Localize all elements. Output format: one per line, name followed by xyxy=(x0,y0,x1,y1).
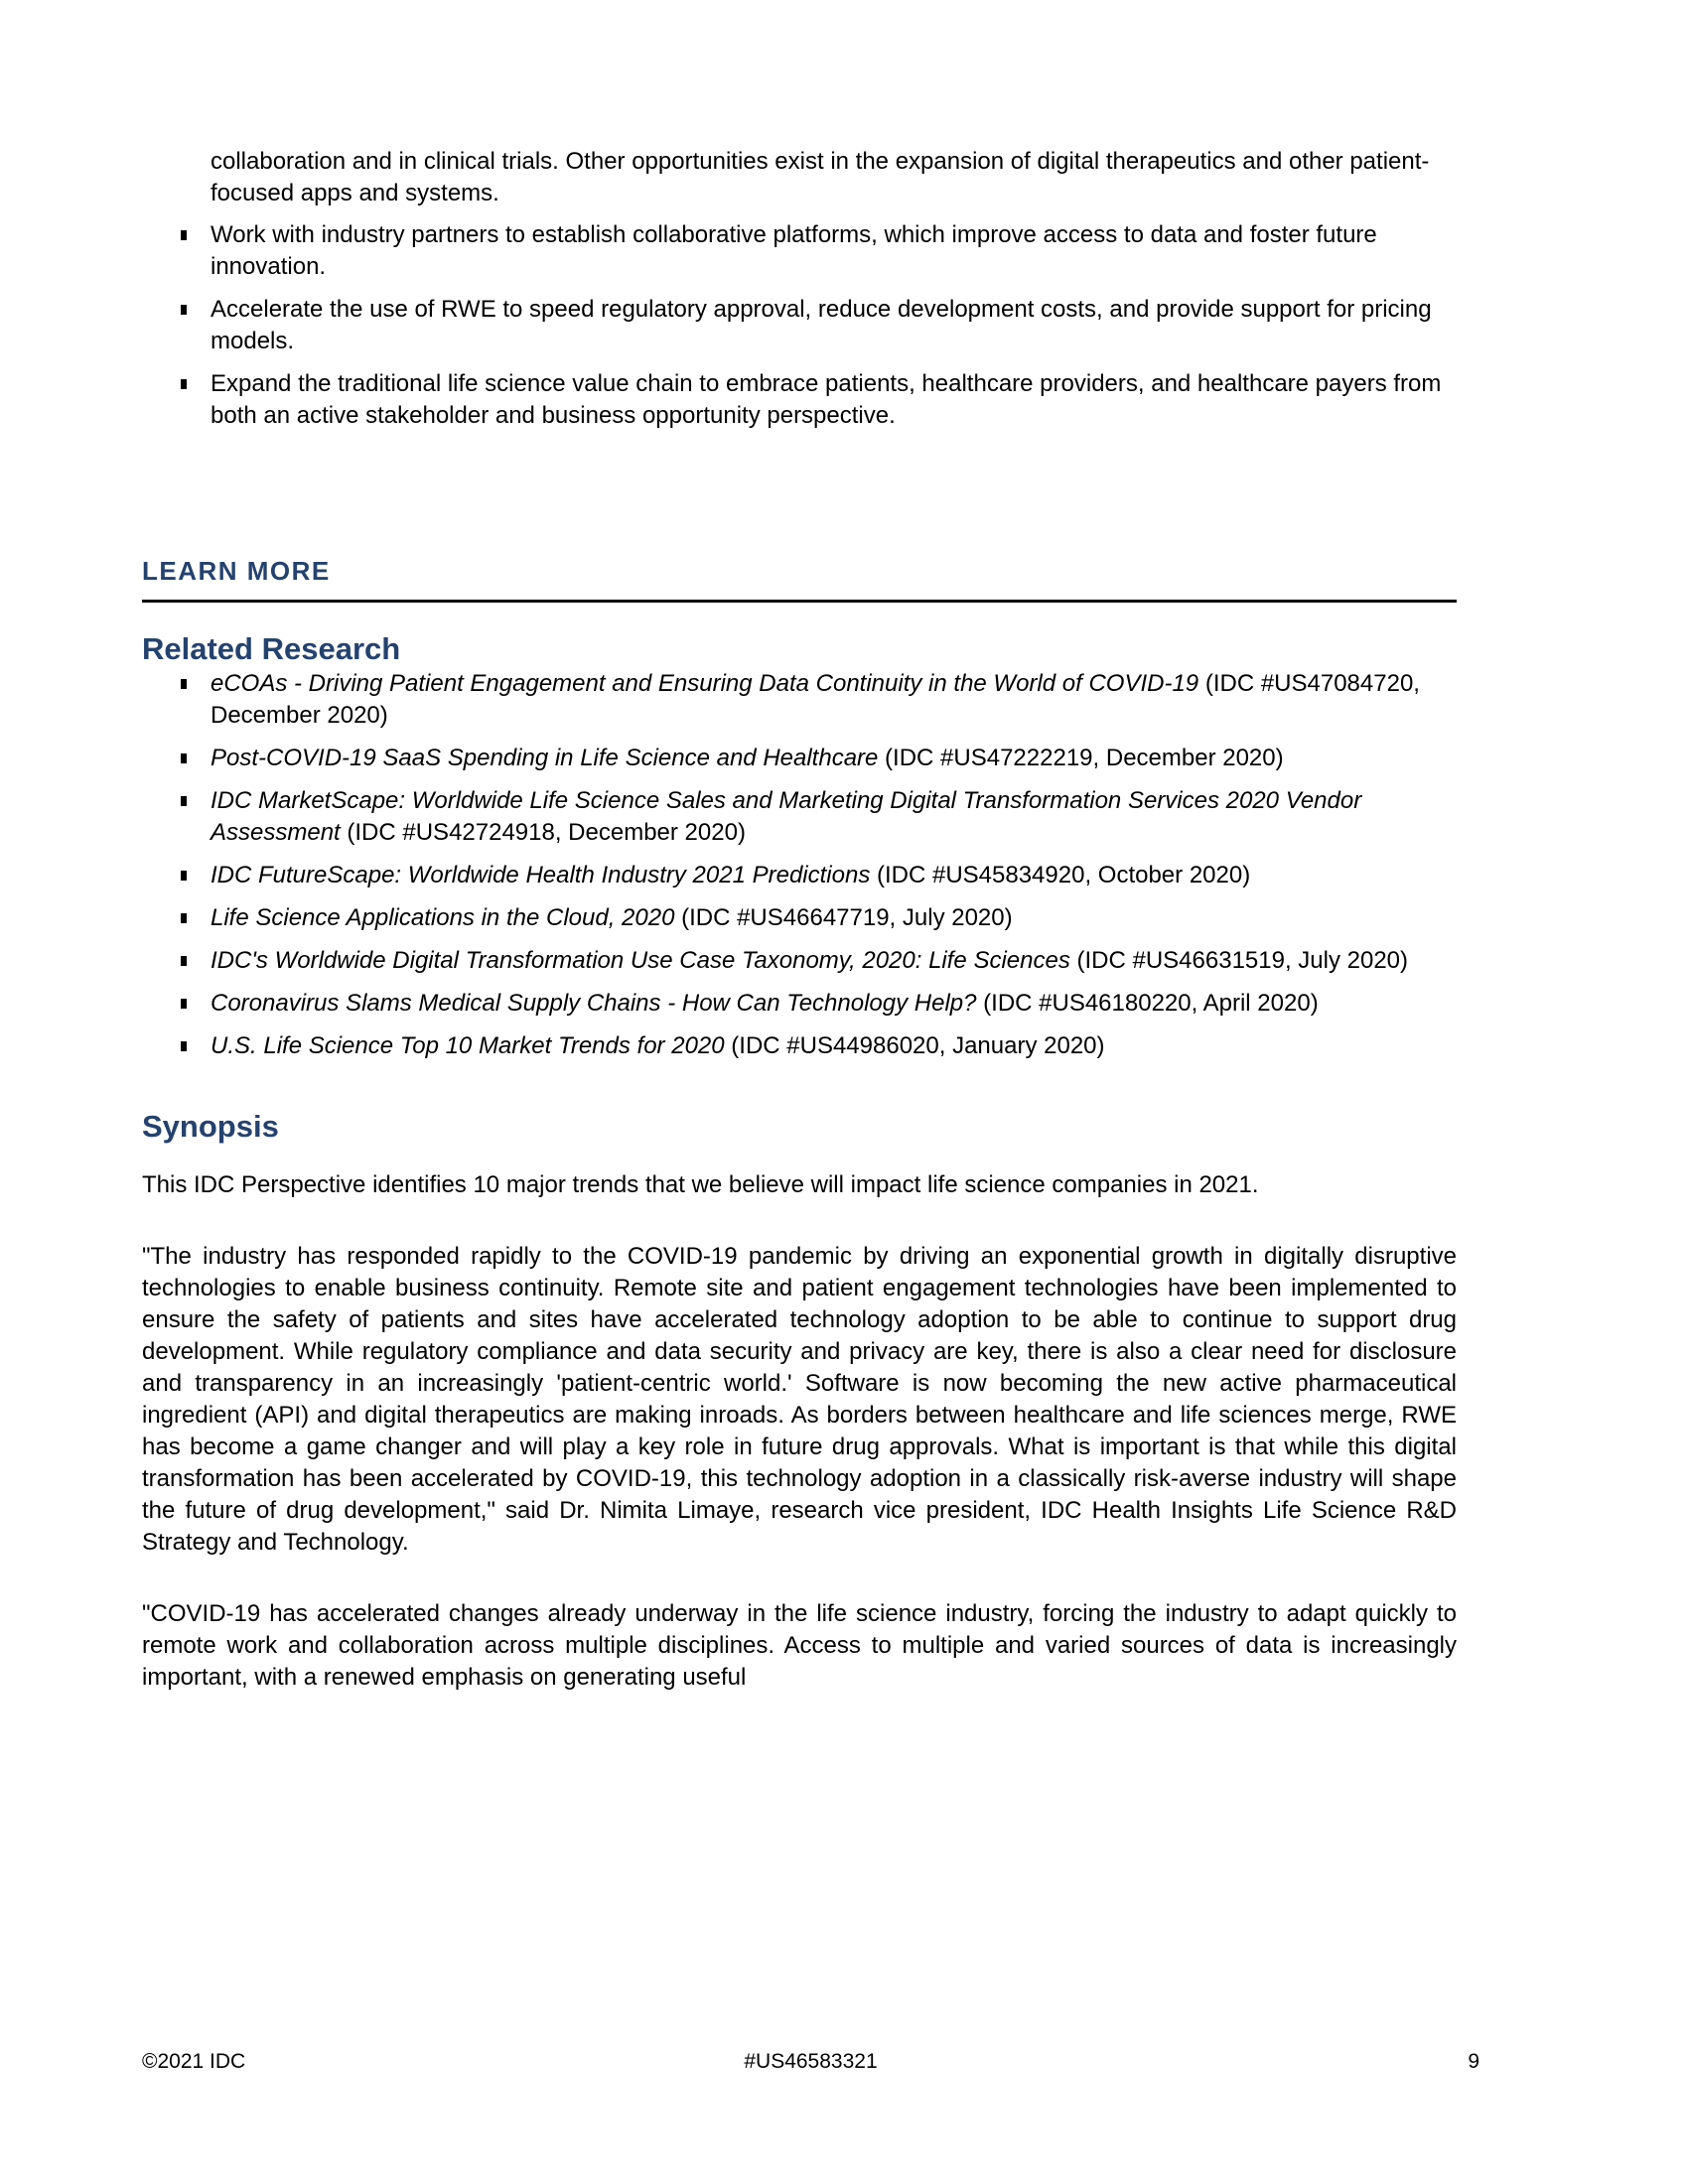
research-title: IDC's Worldwide Digital Transformation Use Case Taxonomy, 2020: Life Sciences xyxy=(211,947,1070,974)
square-bullet-icon xyxy=(181,305,187,315)
research-citation: (IDC #US42724918, December 2020) xyxy=(340,819,746,846)
learn-more-heading: LEARN MORE xyxy=(142,556,331,586)
square-bullet-icon xyxy=(181,956,187,966)
bullet-continuation-text: collaboration and in clinical trials. Other opportunities exist in the expansion of digital therapeutics and other patient-focused apps and systems. xyxy=(211,148,1430,206)
related-research-list xyxy=(142,668,1457,1062)
horizontal-rule xyxy=(142,600,1457,603)
research-citation: (IDC #US44986020, January 2020) xyxy=(724,1032,1105,1059)
research-item xyxy=(142,785,1457,849)
square-bullet-icon xyxy=(181,230,187,240)
research-item xyxy=(142,902,1457,934)
square-bullet-icon xyxy=(181,679,187,689)
research-title: IDC MarketScape: Worldwide Life Science Sales and Marketing Digital Transformation Services 2020 Vendor Assessment xyxy=(211,787,1362,846)
list-item xyxy=(142,368,1457,432)
bullet-text: Accelerate the use of RWE to speed regulatory approval, reduce development costs, and provide support for pricing models. xyxy=(211,296,1432,354)
research-title: IDC FutureScape: Worldwide Health Industry 2021 Predictions xyxy=(211,862,871,888)
bullet-text: Work with industry partners to establish collaborative platforms, which improve access to data and foster future innovation. xyxy=(211,221,1377,280)
list-item xyxy=(142,219,1457,283)
research-citation: (IDC #US47084720, December 2020) xyxy=(211,670,1420,729)
research-citation: (IDC #US46180220, April 2020) xyxy=(976,990,1319,1017)
research-item xyxy=(142,860,1457,891)
research-title: Post-COVID-19 SaaS Spending in Life Science and Healthcare xyxy=(211,745,879,771)
opportunities-section xyxy=(142,0,1457,432)
square-bullet-icon xyxy=(181,753,187,763)
research-item xyxy=(142,1030,1457,1062)
synopsis-paragraph: "COVID-19 has accelerated changes already underway in the life science industry, forcing the industry to adapt quickly to remote work and collaboration across multiple disciplines. Access to multiple and varied sources of data is increasingly important, with a renewed emphasis on generating useful xyxy=(142,1600,1457,1691)
research-title: Life Science Applications in the Cloud, 2020 xyxy=(211,904,675,931)
synopsis-paragraph: "The industry has responded rapidly to the COVID-19 pandemic by driving an exponential growth in digitally disruptive technologies to enable business continuity. Remote site and patient engagement technologies have been implemented to ensure the safety of patients and sites have accelerated technology adoption to be able to continue to support drug development. While regulatory compliance and data security and privacy are key, there is also a clear need for disclosure and transparency in an increasingly 'patient-centric world.' Software is now becoming the new active pharmaceutical ingredient (API) and digital therapeutics are making inroads. As borders between healthcare and life sciences merge, RWE has become a game changer and will play a key role in future drug approvals. What is important is that while this digital transformation has been accelerated by COVID-19, this technology adoption in a classically risk-averse industry will shape the future of drug development," said Dr. Nimita Limaye, research vice president, IDC Health Insights Life Science R&D Strategy and Technology. xyxy=(142,1243,1457,1556)
research-item xyxy=(142,668,1457,732)
research-citation: (IDC #US46647719, July 2020) xyxy=(674,904,1013,931)
related-research-heading: Related Research xyxy=(142,631,401,666)
bullet-text: Expand the traditional life science value chain to embrace patients, healthcare providers, and healthcare payers from both an active stakeholder and business opportunity perspective. xyxy=(211,370,1442,429)
research-citation: (IDC #US46631519, July 2020) xyxy=(1069,947,1409,974)
opportunities-bullet-list xyxy=(142,219,1457,432)
research-item xyxy=(142,743,1457,774)
research-title: U.S. Life Science Top 10 Market Trends for 2020 xyxy=(211,1032,725,1059)
square-bullet-icon xyxy=(181,379,187,389)
synopsis-paragraph: This IDC Perspective identifies 10 major trends that we believe will impact life science companies in 2021. xyxy=(142,1171,1259,1198)
footer-doc-id: #US46583321 xyxy=(744,2050,878,2073)
square-bullet-icon xyxy=(181,999,187,1009)
footer-page-number: 9 xyxy=(1468,2050,1479,2073)
research-item xyxy=(142,988,1457,1020)
square-bullet-icon xyxy=(181,796,187,806)
research-item xyxy=(142,945,1457,977)
page-footer xyxy=(142,2049,1479,2075)
square-bullet-icon xyxy=(181,871,187,881)
synopsis-heading: Synopsis xyxy=(142,1109,279,1144)
list-item xyxy=(142,294,1457,357)
research-title: Coronavirus Slams Medical Supply Chains - How Can Technology Help? xyxy=(211,990,977,1017)
footer-copyright: ©2021 IDC xyxy=(142,2050,246,2073)
research-citation: (IDC #US45834920, October 2020) xyxy=(870,862,1251,888)
square-bullet-icon xyxy=(181,913,187,923)
square-bullet-icon xyxy=(181,1041,187,1051)
research-title: eCOAs - Driving Patient Engagement and Ensuring Data Continuity in the World of COVID-19 xyxy=(211,670,1199,697)
research-citation: (IDC #US47222219, December 2020) xyxy=(878,745,1284,771)
page-content xyxy=(142,0,1457,1694)
